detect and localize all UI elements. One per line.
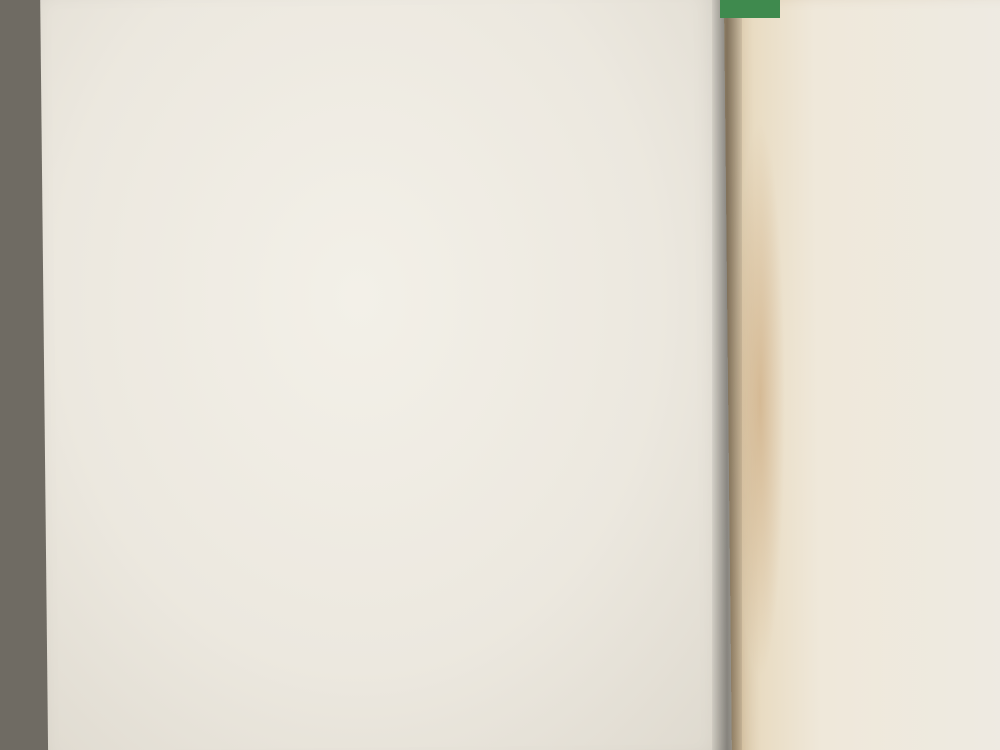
green-bookmark: [720, 0, 780, 18]
left-page: [40, 0, 748, 750]
book-gutter: [712, 0, 742, 750]
page-stain: [735, 120, 785, 680]
